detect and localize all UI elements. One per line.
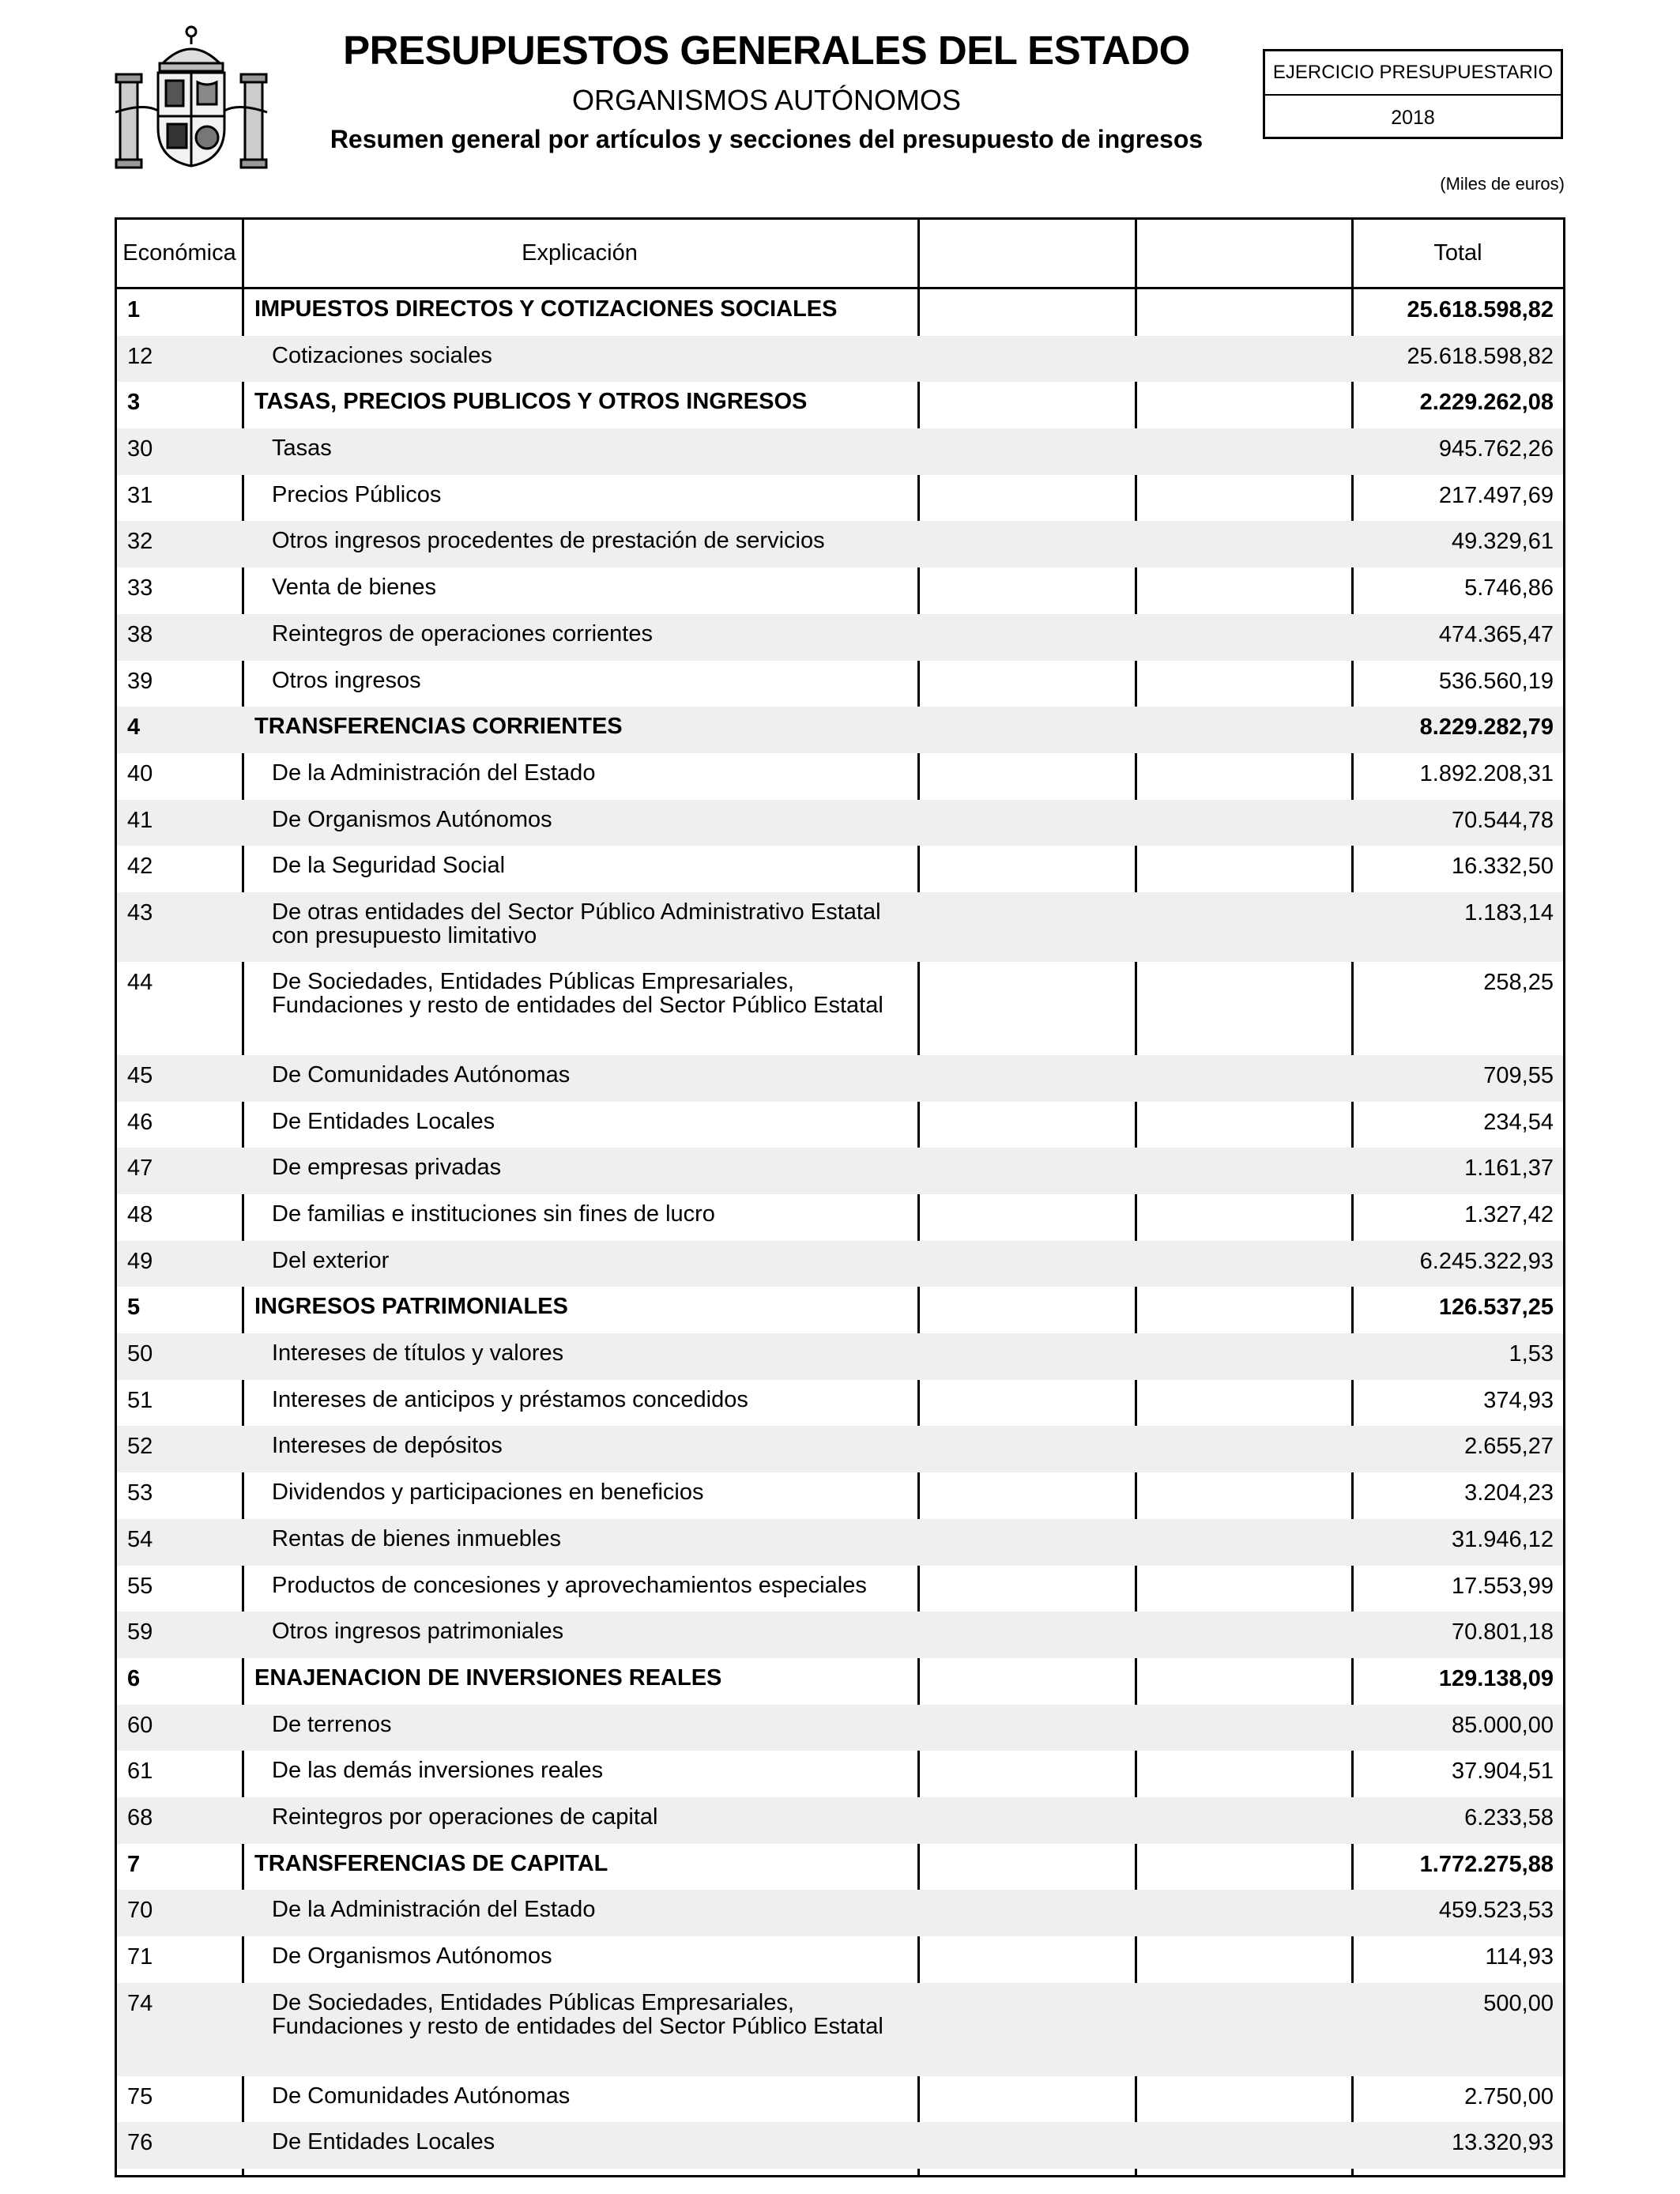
row-code: 45 — [127, 1062, 153, 1088]
table-row — [117, 661, 1563, 707]
table-row — [117, 567, 1563, 614]
row-code: 59 — [127, 1619, 153, 1646]
row-total: 16.332,50 — [1451, 854, 1554, 880]
page-description: Resumen general por artículos y secciones del presupuesto de ingresos — [330, 125, 1203, 153]
row-total: 2.655,27 — [1464, 1434, 1554, 1460]
row-description: Otros ingresos procedentes de prestación de servicios — [272, 528, 825, 554]
row-description: Otros ingresos patrimoniales — [272, 1619, 564, 1645]
row-description: De terrenos — [272, 1711, 392, 1737]
row-description: De Sociedades, Entidades Públicas Empresariales, Fundaciones y resto de entidades del Sector Público Estatal — [272, 1989, 883, 2039]
table-row — [117, 1194, 1563, 1241]
row-total: 70.801,18 — [1451, 1619, 1554, 1646]
row-total: 31.946,12 — [1451, 1526, 1554, 1552]
row-code: 40 — [127, 760, 153, 786]
row-description: TASAS, PRECIOS PUBLICOS Y OTROS INGRESOS — [254, 389, 808, 415]
row-code: 1 — [127, 297, 141, 322]
row-code: 30 — [127, 436, 153, 462]
table-row — [117, 800, 1563, 846]
row-total: 217.497,69 — [1438, 482, 1554, 508]
row-description: IMPUESTOS DIRECTOS Y COTIZACIONES SOCIALES — [254, 296, 838, 322]
row-total: 114,93 — [1485, 1944, 1554, 1970]
row-code: 3 — [127, 390, 141, 416]
table-row — [117, 1241, 1563, 1287]
row-description: De la Administración del Estado — [272, 760, 596, 786]
exercise-box — [1263, 49, 1563, 139]
row-total: 8.229.282,79 — [1419, 714, 1554, 741]
row-description: Precios Públicos — [272, 481, 442, 507]
row-code: 48 — [127, 1202, 153, 1227]
row-code: 55 — [127, 1573, 153, 1599]
row-total: 1.161,37 — [1464, 1155, 1554, 1182]
table-row — [117, 1148, 1563, 1194]
row-total: 459.523,53 — [1438, 1898, 1554, 1924]
row-description: De la Administración del Estado — [272, 1897, 596, 1923]
table-row — [117, 1519, 1563, 1566]
row-code: 49 — [127, 1248, 153, 1274]
page-subtitle: ORGANISMOS AUTÓNOMOS — [571, 84, 962, 116]
row-total: 3.204,23 — [1464, 1480, 1554, 1506]
budget-table — [115, 217, 1565, 2177]
row-code: 32 — [127, 529, 153, 555]
row-total: 25.618.598,82 — [1407, 343, 1554, 369]
row-total: 37.904,51 — [1451, 1759, 1554, 1785]
table-row — [117, 1566, 1563, 1612]
table-row — [117, 892, 1563, 962]
row-code: 60 — [127, 1712, 153, 1738]
table-row — [117, 2122, 1563, 2169]
row-code: 54 — [127, 1526, 153, 1552]
row-code: 12 — [127, 343, 153, 369]
row-total: 70.544,78 — [1451, 807, 1554, 833]
row-description: De Comunidades Autónomas — [272, 2083, 571, 2109]
table-row — [117, 614, 1563, 661]
row-code: 68 — [127, 1804, 153, 1830]
row-code: 46 — [127, 1109, 153, 1135]
exercise-label: EJERCICIO PRESUPUESTARIO — [1265, 51, 1561, 96]
row-total: 17.553,99 — [1451, 1573, 1554, 1599]
row-description: Del exterior — [272, 1247, 390, 1273]
table-row — [117, 1936, 1563, 1983]
row-description: De Organismos Autónomos — [272, 1943, 552, 1969]
row-total: 49.329,61 — [1451, 529, 1554, 555]
row-total: 25.618.598,82 — [1407, 297, 1554, 322]
row-total: 5.746,86 — [1464, 575, 1554, 601]
row-total: 129.138,09 — [1438, 1665, 1554, 1691]
row-description: De Comunidades Autónomas — [272, 1061, 571, 1088]
row-code: 47 — [127, 1155, 153, 1182]
exercise-year: 2018 — [1391, 106, 1435, 129]
row-description: Venta de bienes — [272, 575, 437, 601]
row-description: Intereses de anticipos y préstamos concedidos — [272, 1386, 748, 1412]
row-description: TRANSFERENCIAS DE CAPITAL — [254, 1850, 608, 1876]
row-description: De empresas privadas — [272, 1155, 502, 1181]
row-description: Dividendos y participaciones en beneficios — [272, 1480, 704, 1506]
row-code: 70 — [127, 1898, 153, 1924]
row-description: De Organismos Autónomos — [272, 806, 552, 832]
table-row — [117, 1890, 1563, 1936]
table-row — [117, 1472, 1563, 1519]
row-total: 1.772.275,88 — [1419, 1851, 1554, 1877]
row-total: 258,25 — [1483, 969, 1554, 995]
table-row — [117, 1426, 1563, 1472]
row-code: 71 — [127, 1944, 153, 1970]
table-row — [117, 962, 1563, 1055]
row-total: 945.762,26 — [1438, 436, 1554, 462]
table-row — [117, 289, 1563, 336]
row-code: 44 — [127, 969, 153, 995]
row-code: 41 — [127, 807, 153, 833]
row-description: De la Seguridad Social — [272, 853, 506, 879]
row-code: 42 — [127, 854, 153, 880]
table-row — [117, 1333, 1563, 1380]
table-row — [117, 475, 1563, 522]
table-row — [117, 846, 1563, 892]
row-code: 6 — [127, 1665, 141, 1691]
table-row — [117, 1658, 1563, 1705]
row-code: 43 — [127, 899, 153, 925]
table-row — [117, 1380, 1563, 1427]
row-description: Tasas — [272, 435, 332, 462]
column-header-total: Total — [1433, 240, 1482, 266]
column-header-economica: Económica — [122, 240, 236, 266]
table-row — [117, 2076, 1563, 2123]
row-code: 51 — [127, 1387, 153, 1413]
row-total: 13.320,93 — [1451, 2130, 1554, 2156]
column-header-explicacion: Explicación — [522, 240, 638, 266]
table-row — [117, 428, 1563, 475]
table-row — [117, 1844, 1563, 1891]
row-total: 709,55 — [1483, 1062, 1554, 1088]
row-description: Cotizaciones sociales — [272, 342, 492, 368]
row-total: 1.892.208,31 — [1419, 760, 1554, 786]
row-code: 50 — [127, 1341, 153, 1367]
table-row — [117, 1751, 1563, 1797]
row-code: 74 — [127, 1990, 153, 2016]
table-row — [117, 1983, 1563, 2076]
table-row — [117, 1705, 1563, 1751]
row-description: Otros ingresos — [272, 667, 421, 693]
row-total: 2.229.262,08 — [1419, 390, 1554, 416]
row-total: 6.245.322,93 — [1419, 1248, 1554, 1274]
row-code: 5 — [127, 1295, 141, 1321]
column-header-blank-1 — [917, 220, 1135, 287]
row-description: INGRESOS PATRIMONIALES — [254, 1294, 568, 1320]
row-code: 33 — [127, 575, 153, 601]
row-description: TRANSFERENCIAS CORRIENTES — [254, 714, 623, 740]
row-total: 85.000,00 — [1451, 1712, 1554, 1738]
row-code: 4 — [127, 714, 141, 741]
row-total: 2.750,00 — [1464, 2083, 1554, 2109]
table-row — [117, 336, 1563, 383]
row-code: 39 — [127, 668, 153, 694]
row-total: 126.537,25 — [1438, 1295, 1554, 1321]
row-code: 75 — [127, 2083, 153, 2109]
row-description: De otras entidades del Sector Público Administrativo Estatal con presupuesto limitativo — [272, 899, 881, 948]
row-code: 38 — [127, 621, 153, 647]
row-total: 500,00 — [1483, 1990, 1554, 2016]
table-row — [117, 753, 1563, 800]
page-title: PRESUPUESTOS GENERALES DEL ESTADO — [343, 28, 1190, 73]
row-total: 1.327,42 — [1464, 1202, 1554, 1227]
row-description: Rentas de bienes inmuebles — [272, 1525, 561, 1551]
row-description: De Entidades Locales — [272, 2129, 495, 2155]
row-code: 53 — [127, 1480, 153, 1506]
column-header-blank-2 — [1135, 220, 1351, 287]
table-body — [117, 289, 1563, 2169]
table-row — [117, 521, 1563, 567]
row-total: 6.233,58 — [1464, 1804, 1554, 1830]
table-row — [117, 1055, 1563, 1102]
row-description: De Sociedades, Entidades Públicas Empresariales, Fundaciones y resto de entidades del Sector Público Estatal — [272, 968, 883, 1018]
row-total: 1,53 — [1509, 1341, 1554, 1367]
row-code: 76 — [127, 2130, 153, 2156]
row-total: 374,93 — [1483, 1387, 1554, 1413]
row-total: 1.183,14 — [1464, 899, 1554, 925]
row-description: Intereses de depósitos — [272, 1433, 503, 1459]
table-row — [117, 1612, 1563, 1658]
row-description: Intereses de títulos y valores — [272, 1340, 564, 1367]
row-description: ENAJENACION DE INVERSIONES REALES — [254, 1664, 722, 1691]
table-row — [117, 1102, 1563, 1148]
units-note: (Miles de euros) — [1440, 174, 1565, 194]
row-description: Reintegros por operaciones de capital — [272, 1804, 658, 1830]
row-code: 61 — [127, 1759, 153, 1785]
row-total: 234,54 — [1483, 1109, 1554, 1135]
row-description: Productos de concesiones y aprovechamientos especiales — [272, 1572, 867, 1598]
row-description: De Entidades Locales — [272, 1108, 495, 1134]
row-code: 31 — [127, 482, 153, 508]
row-code: 7 — [127, 1851, 141, 1877]
row-description: Reintegros de operaciones corrientes — [272, 620, 653, 647]
table-row — [117, 1287, 1563, 1333]
row-description: De familias e instituciones sin fines de lucro — [272, 1201, 715, 1227]
table-row — [117, 707, 1563, 753]
table-header — [117, 220, 1563, 289]
row-description: De las demás inversiones reales — [272, 1758, 604, 1784]
table-row — [117, 382, 1563, 428]
row-total: 536.560,19 — [1438, 668, 1554, 694]
table-row — [117, 1797, 1563, 1844]
row-total: 474.365,47 — [1438, 621, 1554, 647]
row-code: 52 — [127, 1434, 153, 1460]
